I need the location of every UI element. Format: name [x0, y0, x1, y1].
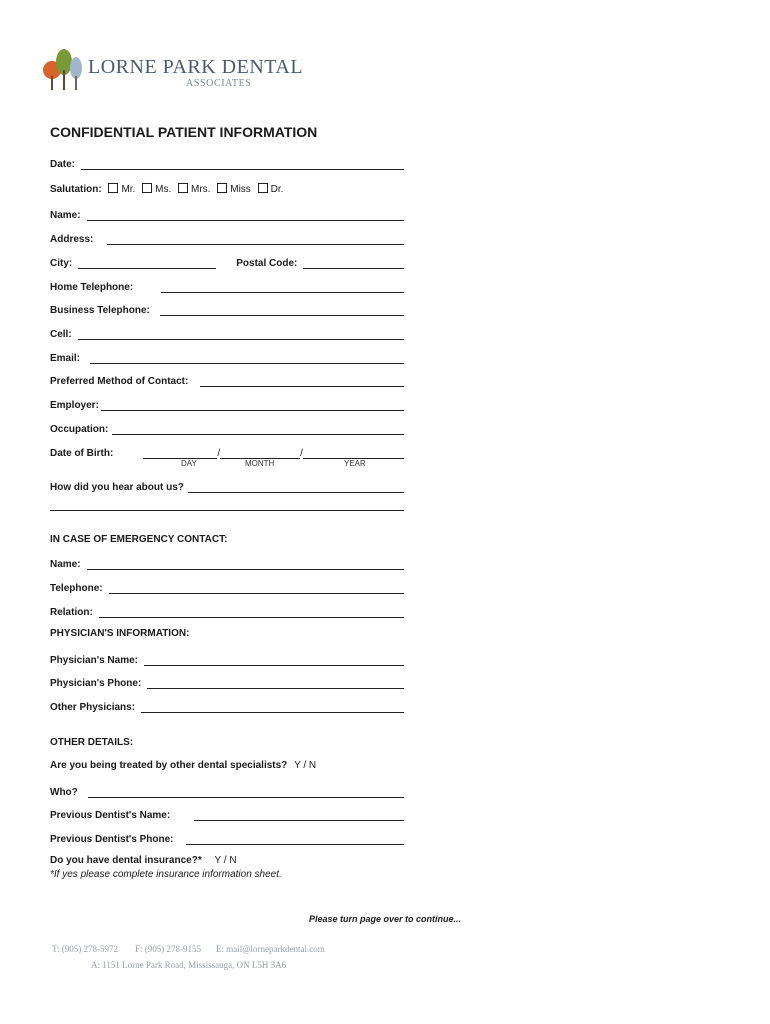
logo-subtitle: ASSOCIATES	[186, 78, 252, 89]
page-title: CONFIDENTIAL PATIENT INFORMATION	[50, 124, 318, 140]
preferred-contact-label: Preferred Method of Contact:	[50, 376, 189, 387]
emergency-relation-field[interactable]	[99, 607, 404, 618]
city-row	[50, 255, 404, 269]
physician-phone-label: Physician's Phone:	[50, 678, 142, 689]
employer-row	[50, 397, 404, 411]
insurance-row	[50, 855, 237, 866]
logo-name: LORNE PARK DENTAL	[88, 56, 304, 78]
postal-code-label: Postal Code:	[236, 258, 298, 269]
specialists-row	[50, 760, 316, 771]
checkbox-dr[interactable]	[258, 183, 268, 193]
email-label: Email:	[50, 353, 81, 364]
hear-about-label: How did you hear about us?	[50, 482, 184, 493]
dob-year-field[interactable]	[303, 448, 404, 459]
who-row	[50, 784, 404, 798]
preferred-contact-row	[50, 373, 404, 387]
occupation-label: Occupation:	[50, 424, 109, 435]
footer-fax: F: (905) 278-9155	[135, 944, 201, 954]
insurance-label: Do you have dental insurance?*	[50, 855, 202, 866]
emergency-name-field[interactable]	[87, 559, 404, 570]
email-row	[50, 350, 404, 364]
tree-logo-icon	[42, 48, 86, 92]
dob-separator: /	[217, 448, 221, 459]
name-label: Name:	[50, 210, 81, 221]
checkbox-mr[interactable]	[108, 183, 118, 193]
date-row	[50, 156, 404, 170]
prev-dentist-phone-row	[50, 831, 404, 845]
checkbox-miss[interactable]	[217, 183, 227, 193]
logo	[42, 48, 304, 94]
physician-name-field[interactable]	[144, 655, 404, 666]
other-physicians-field[interactable]	[141, 702, 404, 713]
footer-address: A: 1151 Lorne Park Road, Mississauga, ON L5H 3A6	[91, 960, 287, 970]
business-telephone-row	[50, 302, 404, 316]
who-label: Who?	[50, 787, 78, 798]
specialists-yes-no[interactable]: Y / N	[294, 760, 317, 771]
date-of-birth-label: Date of Birth:	[50, 448, 114, 459]
insurance-yes-no[interactable]: Y / N	[214, 855, 237, 866]
option-mrs: Mrs.	[191, 184, 211, 195]
employer-field[interactable]	[101, 400, 404, 411]
dob-day-field[interactable]	[143, 448, 217, 459]
postal-code-field[interactable]	[303, 258, 404, 269]
occupation-field[interactable]	[112, 424, 404, 435]
dob-day-caption: DAY	[181, 459, 197, 468]
continue-note: Please turn page over to continue...	[308, 914, 462, 924]
dob-separator: /	[300, 448, 303, 459]
checkbox-ms[interactable]	[142, 183, 152, 193]
prev-dentist-name-row	[50, 807, 404, 821]
emergency-relation-label: Relation:	[50, 607, 93, 618]
insurance-note: *If yes please complete insurance information sheet.	[50, 869, 282, 880]
option-miss: Miss	[230, 184, 251, 195]
prev-dentist-name-label: Previous Dentist's Name:	[50, 810, 171, 821]
hear-about-field[interactable]	[188, 482, 404, 493]
checkbox-mrs[interactable]	[178, 183, 188, 193]
business-telephone-field[interactable]	[160, 305, 404, 316]
option-dr: Dr.	[270, 184, 284, 195]
dob-year-caption: YEAR	[344, 459, 366, 468]
home-telephone-field[interactable]	[161, 282, 404, 293]
other-physicians-label: Other Physicians:	[50, 702, 136, 713]
physician-name-label: Physician's Name:	[50, 655, 138, 666]
footer-phone: T: (905) 278-5972	[52, 944, 119, 954]
city-field[interactable]	[78, 258, 216, 269]
occupation-row	[50, 421, 404, 435]
employer-label: Employer:	[50, 400, 99, 411]
specialists-label: Are you being treated by other dental specialists?	[50, 760, 288, 771]
prev-dentist-name-field[interactable]	[194, 810, 404, 821]
emergency-telephone-row	[50, 580, 404, 594]
business-telephone-label: Business Telephone:	[50, 305, 150, 316]
home-telephone-row	[50, 279, 404, 293]
cell-row	[50, 326, 404, 340]
cell-field[interactable]	[78, 329, 404, 340]
physician-phone-row	[50, 675, 404, 689]
emergency-telephone-field[interactable]	[109, 583, 404, 594]
physician-name-row	[50, 652, 404, 666]
physician-phone-field[interactable]	[147, 678, 404, 689]
emergency-relation-row	[50, 604, 404, 618]
who-field[interactable]	[88, 787, 404, 798]
salutation-label: Salutation:	[50, 184, 102, 195]
salutation-row	[50, 183, 283, 195]
city-label: City:	[50, 258, 73, 269]
email-field[interactable]	[90, 353, 404, 364]
other-details-heading: OTHER DETAILS:	[50, 737, 134, 748]
name-row	[50, 207, 404, 221]
address-field[interactable]	[107, 234, 404, 245]
option-mr: Mr.	[121, 184, 136, 195]
dob-month-caption: MONTH	[245, 459, 275, 468]
emergency-name-label: Name:	[50, 559, 81, 570]
hear-about-row-2	[50, 497, 404, 511]
hear-about-row	[50, 479, 404, 493]
home-telephone-label: Home Telephone:	[50, 282, 134, 293]
emergency-name-row	[50, 556, 404, 570]
emergency-heading: IN CASE OF EMERGENCY CONTACT:	[50, 534, 228, 545]
name-field[interactable]	[87, 210, 404, 221]
cell-label: Cell:	[50, 329, 72, 340]
prev-dentist-phone-label: Previous Dentist's Phone:	[50, 834, 174, 845]
option-ms: Ms.	[155, 184, 172, 195]
other-physicians-row	[50, 699, 404, 713]
prev-dentist-phone-field[interactable]	[186, 834, 404, 845]
preferred-contact-field[interactable]	[200, 376, 404, 387]
footer-email[interactable]: E: mail@lorneparkdental.com	[216, 944, 325, 954]
date-field[interactable]	[81, 159, 404, 170]
address-label: Address:	[50, 234, 94, 245]
date-label: Date:	[50, 159, 76, 170]
physician-heading: PHYSICIAN'S INFORMATION:	[50, 628, 190, 639]
dob-month-field[interactable]	[220, 448, 300, 459]
hear-about-field-2[interactable]	[50, 500, 404, 511]
emergency-telephone-label: Telephone:	[50, 583, 103, 594]
date-of-birth-row	[50, 445, 404, 459]
address-row	[50, 231, 404, 245]
